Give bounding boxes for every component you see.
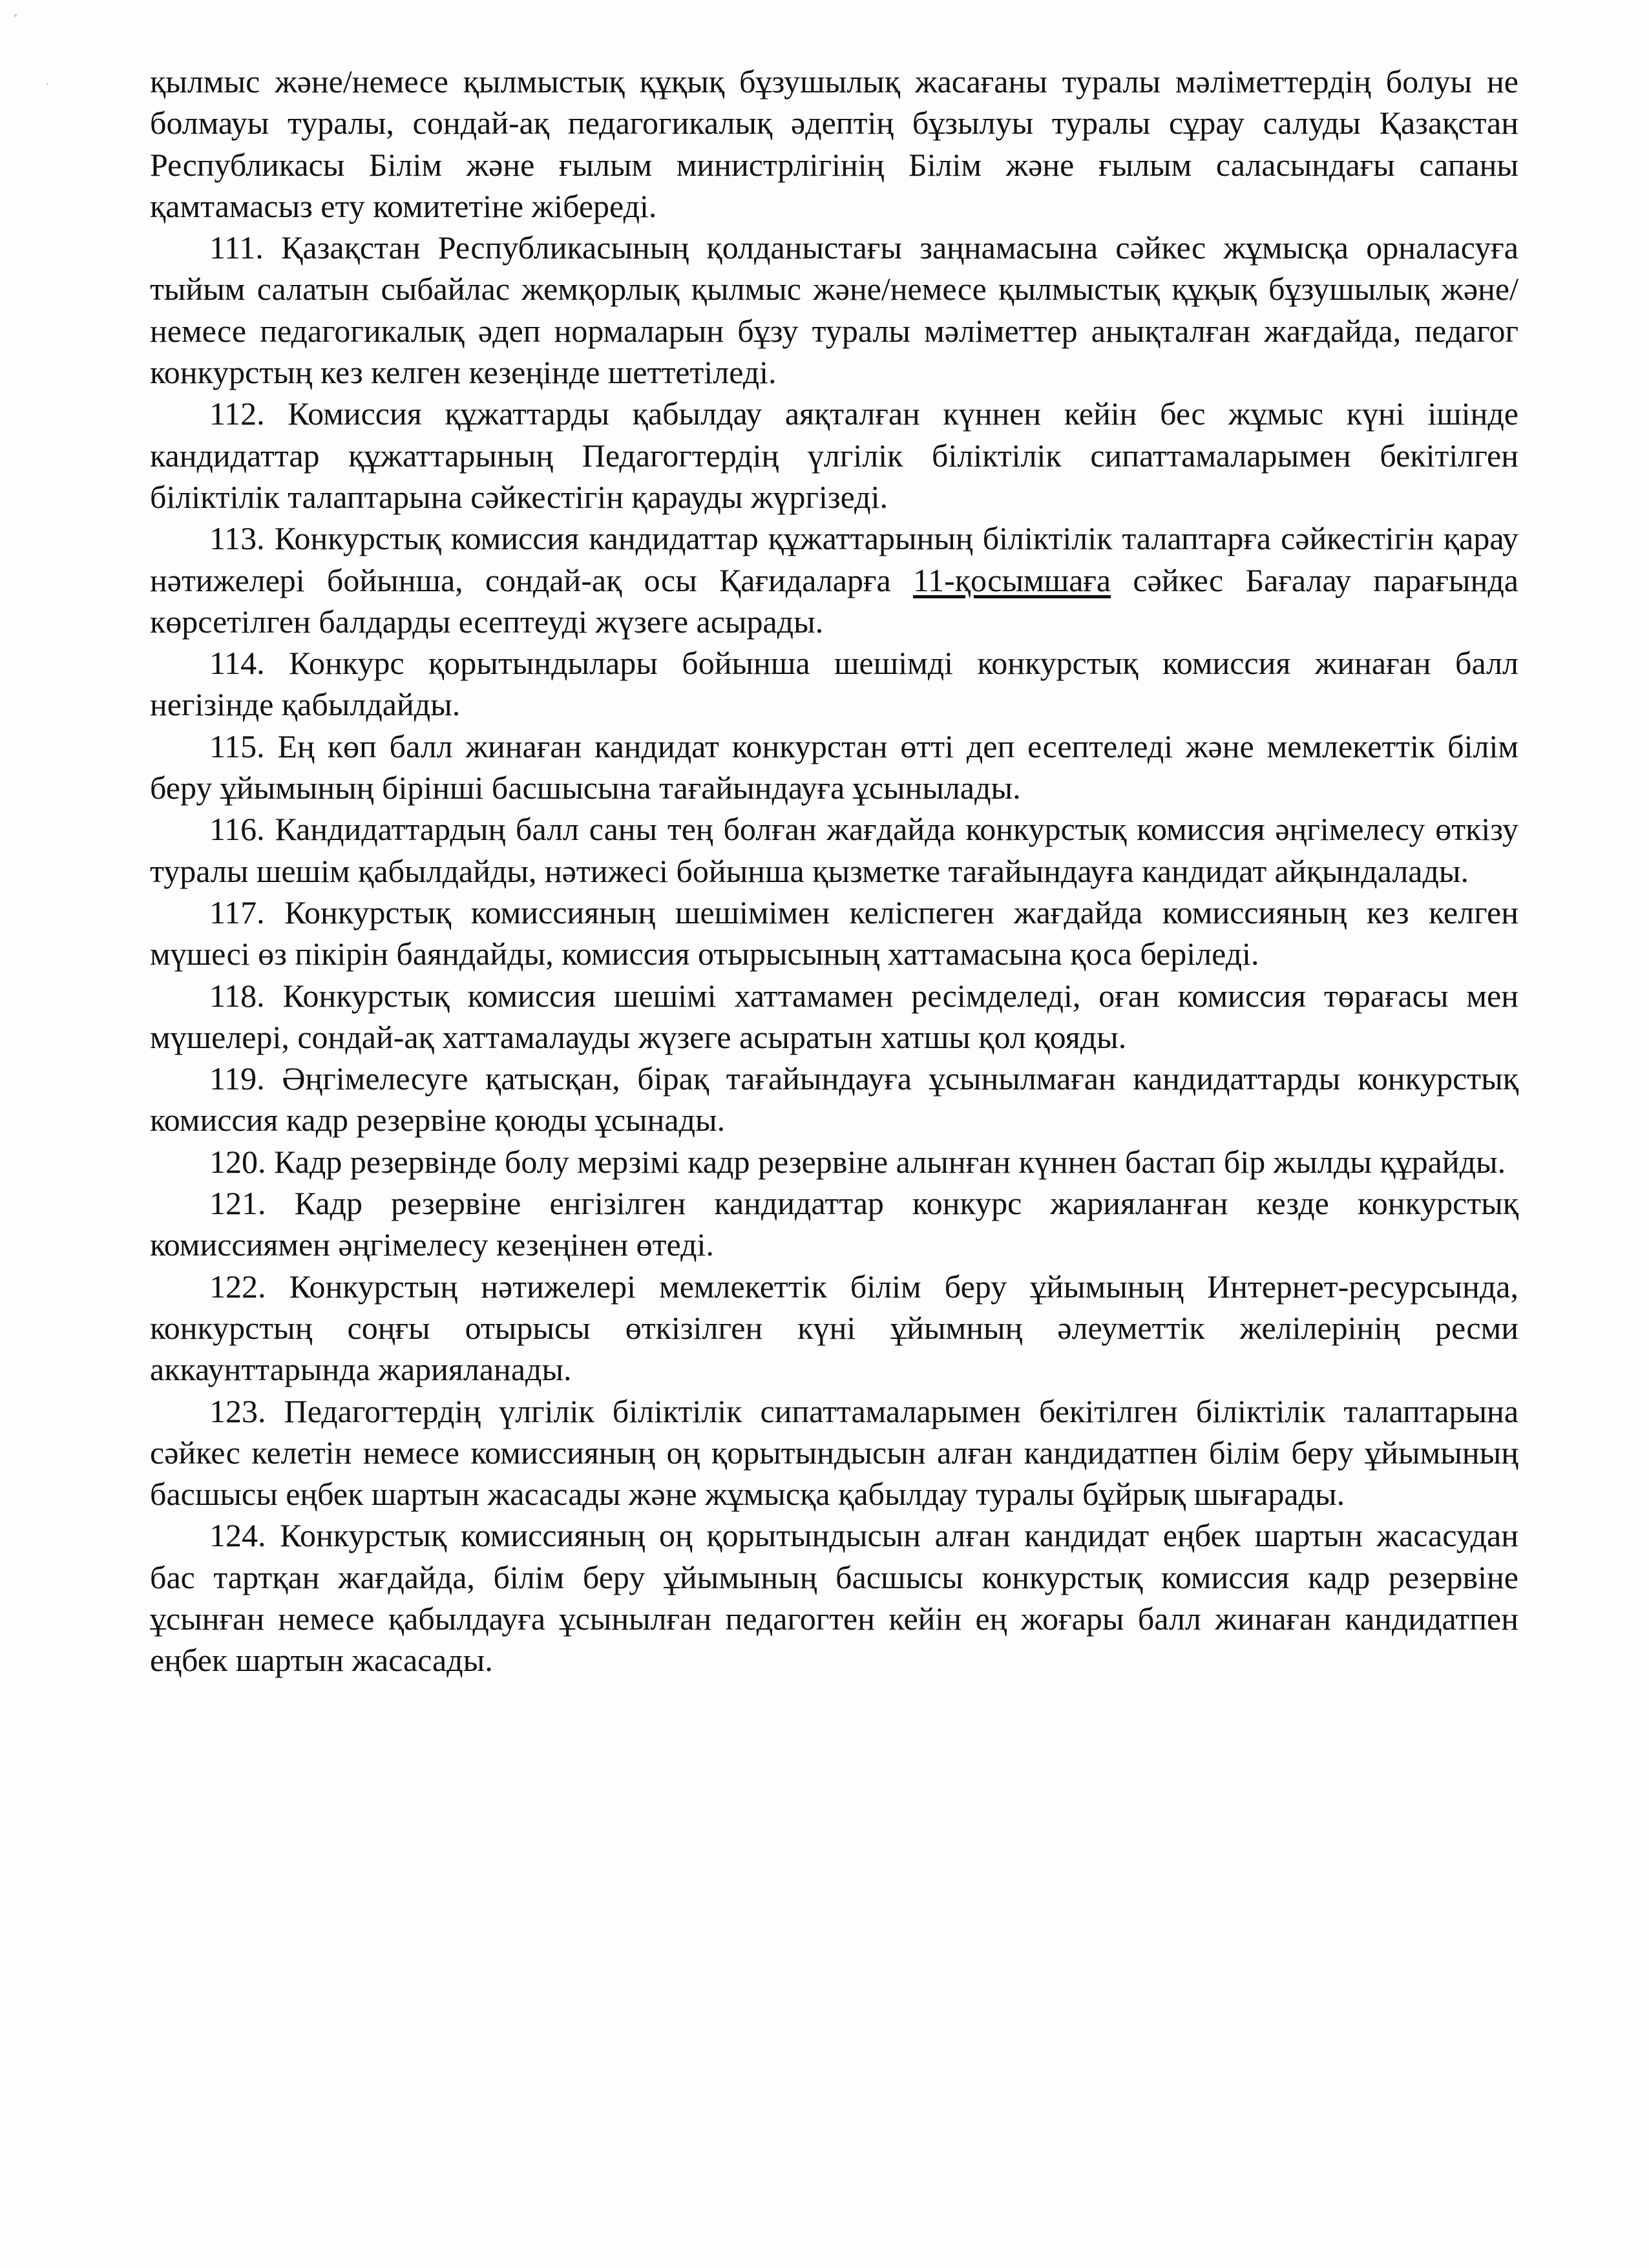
scan-speck	[47, 83, 48, 85]
paragraph-number: 119.	[209, 1060, 265, 1097]
paragraph-113	[150, 518, 1518, 642]
scan-speck	[14, 14, 17, 17]
paragraph-text: сәйкес Бағалау парағында көрсетілген балдарды есептеуді жүзеге асырады.	[150, 562, 1518, 640]
paragraph-text: Комиссия құжаттарды қабылдау аяқталған күннен кейін бес жұмыс күні ішінде кандидаттар құжаттарының Педагогтердің үлгілік біліктілік сипаттамаларымен бекітілген біліктілік талаптарына сәйкестігін қарауды жүргізеді.	[150, 395, 1519, 515]
paragraph-number: 124.	[209, 1517, 266, 1554]
paragraph-text: Конкурс қорытындылары бойынша шешімді конкурстық комиссия жинаған балл негізінде қабылдайды.	[150, 645, 1518, 723]
paragraph-122	[150, 1266, 1518, 1391]
paragraph-number: 123.	[209, 1392, 266, 1429]
paragraph-text: Конкурстық комиссия шешімі хаттамамен ресімделеді, оған комиссия төрағасы мен мүшелері, сондай-ақ хаттамалауды жүзеге асыратын хатшы қол қояды.	[150, 977, 1518, 1055]
paragraph-text: Конкурстық комиссия кандидаттар құжаттарының біліктілік талаптарға сәйкестігін қарау нәтижелері бойынша, сондай-ақ осы Қағидаларға	[150, 520, 1519, 598]
paragraph-120	[150, 1141, 1518, 1182]
paragraph-text: Кандидаттардың балл саны тең болған жағдайда конкурстық комиссия әңгімелесу өткізу туралы шешім қабылдайды, нәтижесі бойынша қызметке тағайындауға кандидат айқындалады.	[150, 811, 1519, 889]
paragraph-number: 121.	[209, 1185, 266, 1222]
appendix-11-link[interactable]: 11-қосымшаға	[912, 562, 1111, 598]
paragraph-text: Қазақстан Республикасының қолданыстағы заңнамасына сәйкес жұмысқа орналасуға тыйым салатын сыбайлас жемқорлық қылмыс және/немесе қылмыстық құқық бұзушылық және/немесе педагогикалық әдеп нормаларын бұзу туралы мәліметтер анықталған жағдайда, педагог конкурстың кез келген кезеңінде шеттетіледі.	[150, 229, 1518, 391]
paragraph-112	[150, 393, 1518, 518]
paragraph-text: Әңгімелесуге қатысқан, бірақ тағайындауға ұсынылмаған кандидаттарды конкурстық комиссия кадр резервіне қоюды ұсынады.	[150, 1060, 1518, 1139]
paragraph-number: 120.	[209, 1143, 266, 1180]
paragraph-119	[150, 1058, 1518, 1141]
paragraph-117	[150, 892, 1518, 975]
paragraph-116	[150, 808, 1518, 892]
document-body	[150, 61, 1518, 1681]
paragraph-text: Ең көп балл жинаған кандидат конкурстан өтті деп есептеледі және мемлекеттік білім беру ұйымының бірінші басшысына тағайындауға ұсынылады.	[150, 728, 1518, 806]
paragraph-text: Конкурстық комиссияның оң қорытындысын алған кандидат еңбек шартын жасасудан бас тартқан жағдайда, білім беру ұйымының басшысы конкурстық комиссия кадр резервіне ұсынған немесе қабылдауға ұсынылған педагогтен кейін ең жоғары балл жинаған кандидатпен еңбек шартын жасасады.	[150, 1517, 1518, 1679]
paragraph-number: 113.	[209, 520, 265, 557]
paragraph-number: 117.	[209, 894, 265, 930]
paragraph-111	[150, 227, 1518, 393]
paragraph-124	[150, 1515, 1518, 1681]
paragraph-115	[150, 726, 1518, 809]
paragraph-number: 114.	[209, 645, 265, 682]
paragraph-number: 115.	[209, 728, 265, 764]
paragraph-number: 122.	[209, 1268, 266, 1305]
paragraph-number: 118.	[209, 977, 265, 1014]
paragraph-121	[150, 1182, 1518, 1266]
paragraph-text: Конкурстық комиссияның шешімімен келіспеген жағдайда комиссияның кез келген мүшесі өз пікірін баяндайды, комиссия отырысының хаттамасына қоса беріледі.	[150, 894, 1518, 972]
paragraph-text: Кадр резервінде болу мерзімі кадр резервіне алынған күннен бастап бір жылды құрайды.	[274, 1143, 1506, 1180]
paragraph-114	[150, 642, 1518, 726]
paragraph-number: 116.	[209, 811, 265, 848]
paragraph-number: 111.	[209, 229, 264, 266]
paragraph-118	[150, 975, 1518, 1058]
paragraph-123	[150, 1391, 1518, 1515]
paragraph-text: Педагогтердің үлгілік біліктілік сипаттамаларымен бекітілген біліктілік талаптарына сәйкес келетін немесе комиссияның оң қорытындысын алған кандидатпен білім беру ұйымының басшысы еңбек шартын жасасады және жұмысқа қабылдау туралы бұйрық шығарады.	[150, 1392, 1519, 1513]
paragraph-text: қылмыс және/немесе қылмыстық құқық бұзушылық жасағаны туралы мәліметтердің болуы не болмауы туралы, сондай-ақ педагогикалық әдептің бұзылуы туралы сұрау салуды Қазақстан Республикасы Білім және ғылым министрлігінің Білім және ғылым саласындағы сапаны қамтамасыз ету комитетіне жібереді.	[150, 63, 1518, 224]
paragraph-text: Конкурстың нәтижелері мемлекеттік білім беру ұйымының Интернет-ресурсында, конкурстың соңғы отырысы өткізілген күні ұйымның әлеуметтік желілерінің ресми аккаунттарында жарияланады.	[150, 1268, 1518, 1388]
paragraph-text: Кадр резервіне енгізілген кандидаттар конкурс жарияланған кезде конкурстық комиссиямен әңгімелесу кезеңінен өтеді.	[150, 1185, 1519, 1263]
paragraph-number: 112.	[209, 395, 265, 432]
paragraph-110-continuation	[150, 61, 1518, 227]
